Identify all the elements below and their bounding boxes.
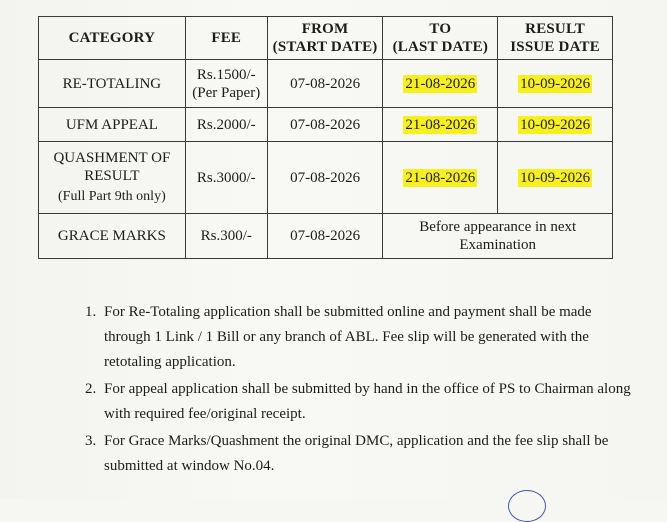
table-row <box>39 142 613 214</box>
cell-fee: Rs.300/- <box>185 214 267 259</box>
cell-merged-note: Before appearance in next Examination <box>383 214 613 259</box>
cell-to: 21-08-2026 <box>383 142 498 214</box>
table-header-row <box>39 17 613 60</box>
cell-result: 10-09-2026 <box>498 142 613 214</box>
cell-result: 10-09-2026 <box>498 108 613 142</box>
fee-schedule-table <box>38 16 613 259</box>
header-result: RESULT ISSUE DATE <box>498 17 613 60</box>
cell-category: QUASHMENT OF RESULT (Full Part 9th only) <box>39 142 186 214</box>
cell-result: 10-09-2026 <box>498 60 613 108</box>
header-category: CATEGORY <box>39 17 186 60</box>
cell-from: 07-08-2026 <box>267 142 383 214</box>
header-to: TO (LAST DATE) <box>383 17 498 60</box>
table-row <box>39 214 613 259</box>
cell-category: RE-TOTALING <box>39 60 186 108</box>
cell-fee: Rs.1500/- (Per Paper) <box>185 60 267 108</box>
header-from: FROM (START DATE) <box>267 17 383 60</box>
cell-from: 07-08-2026 <box>267 108 383 142</box>
cell-from: 07-08-2026 <box>267 60 383 108</box>
table-row <box>39 60 613 108</box>
cell-category: UFM APPEAL <box>39 108 186 142</box>
cell-category: GRACE MARKS <box>39 214 186 259</box>
cell-from: 07-08-2026 <box>267 214 383 259</box>
instructions-list <box>78 300 640 481</box>
table-row <box>39 108 613 142</box>
list-item: 1. For Re-Totaling application shall be submitted online and payment shall be made through 1 Link / 1 Bill or any branch of ABL. Fee slip will be generated with the retotaling application. <box>100 300 640 375</box>
header-fee: FEE <box>185 17 267 60</box>
cell-to: 21-08-2026 <box>383 108 498 142</box>
list-item: 3. For Grace Marks/Quashment the original DMC, application and the fee slip shall be submitted at window No.04. <box>100 429 640 479</box>
list-item: 2. For appeal application shall be submitted by hand in the office of PS to Chairman along with required fee/original receipt. <box>100 377 640 427</box>
cell-fee: Rs.2000/- <box>185 108 267 142</box>
stamp-mark <box>508 490 546 522</box>
cell-fee: Rs.3000/- <box>185 142 267 214</box>
cell-to: 21-08-2026 <box>383 60 498 108</box>
